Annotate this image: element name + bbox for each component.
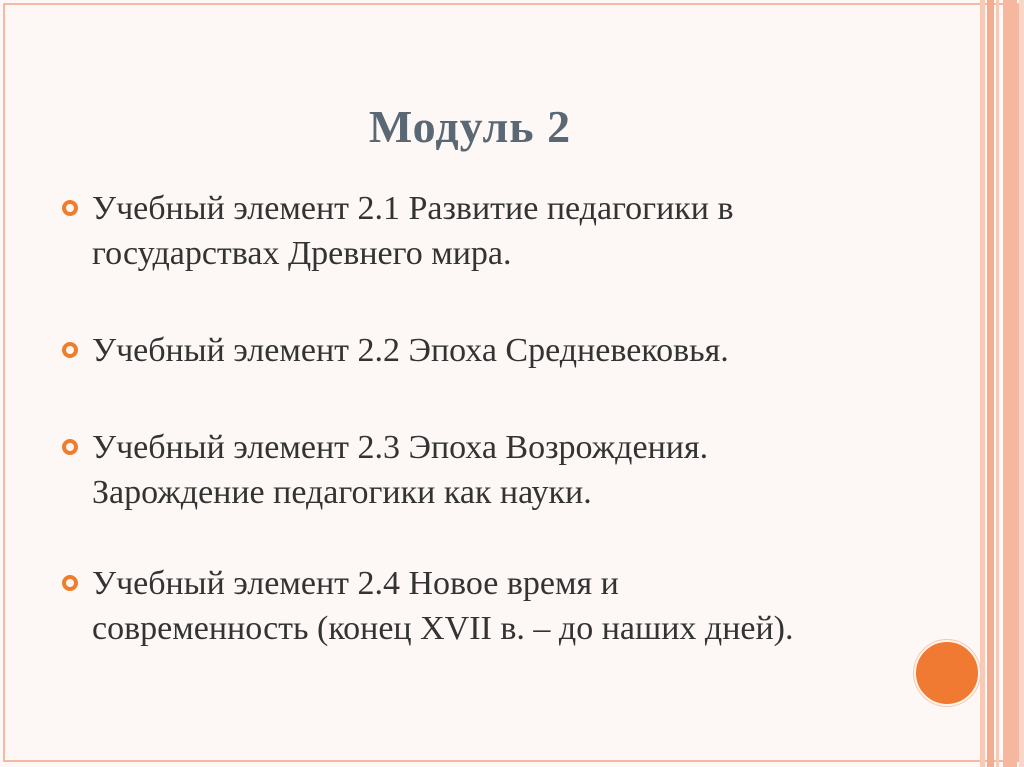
list-item	[62, 561, 942, 651]
decorative-stripe	[980, 0, 985, 767]
list-item	[62, 328, 942, 373]
list-item-line: государствах Древнего мира.	[92, 235, 512, 272]
decorative-stripe	[1019, 0, 1024, 767]
decorative-stripe	[1003, 0, 1017, 767]
list-item	[62, 425, 942, 515]
list-item-line: Учебный элемент 2.1 Развитие педагогики в	[92, 190, 734, 227]
list-item-line: современность (конец XVII в. – до наших дней).	[92, 610, 794, 647]
bullet-list	[62, 186, 942, 651]
slide-title: Модуль 2	[368, 101, 572, 152]
ring-bullet-icon	[62, 575, 78, 591]
list-item-line: Зарождение педагогики как науки.	[92, 474, 592, 511]
list-item-line: Учебный элемент 2.3 Эпоха Возрождения.	[92, 429, 709, 466]
decorative-stripe	[996, 0, 999, 767]
ring-bullet-icon	[62, 200, 78, 216]
decorative-stripe	[987, 0, 994, 767]
ring-bullet-icon	[62, 342, 78, 358]
ring-bullet-icon	[62, 439, 78, 455]
orange-circle-icon	[914, 640, 980, 706]
list-item-line: Учебный элемент 2.2 Эпоха Средневековья.	[92, 332, 729, 369]
list-item-line: Учебный элемент 2.4 Новое время и	[92, 565, 619, 602]
list-item	[62, 186, 942, 276]
